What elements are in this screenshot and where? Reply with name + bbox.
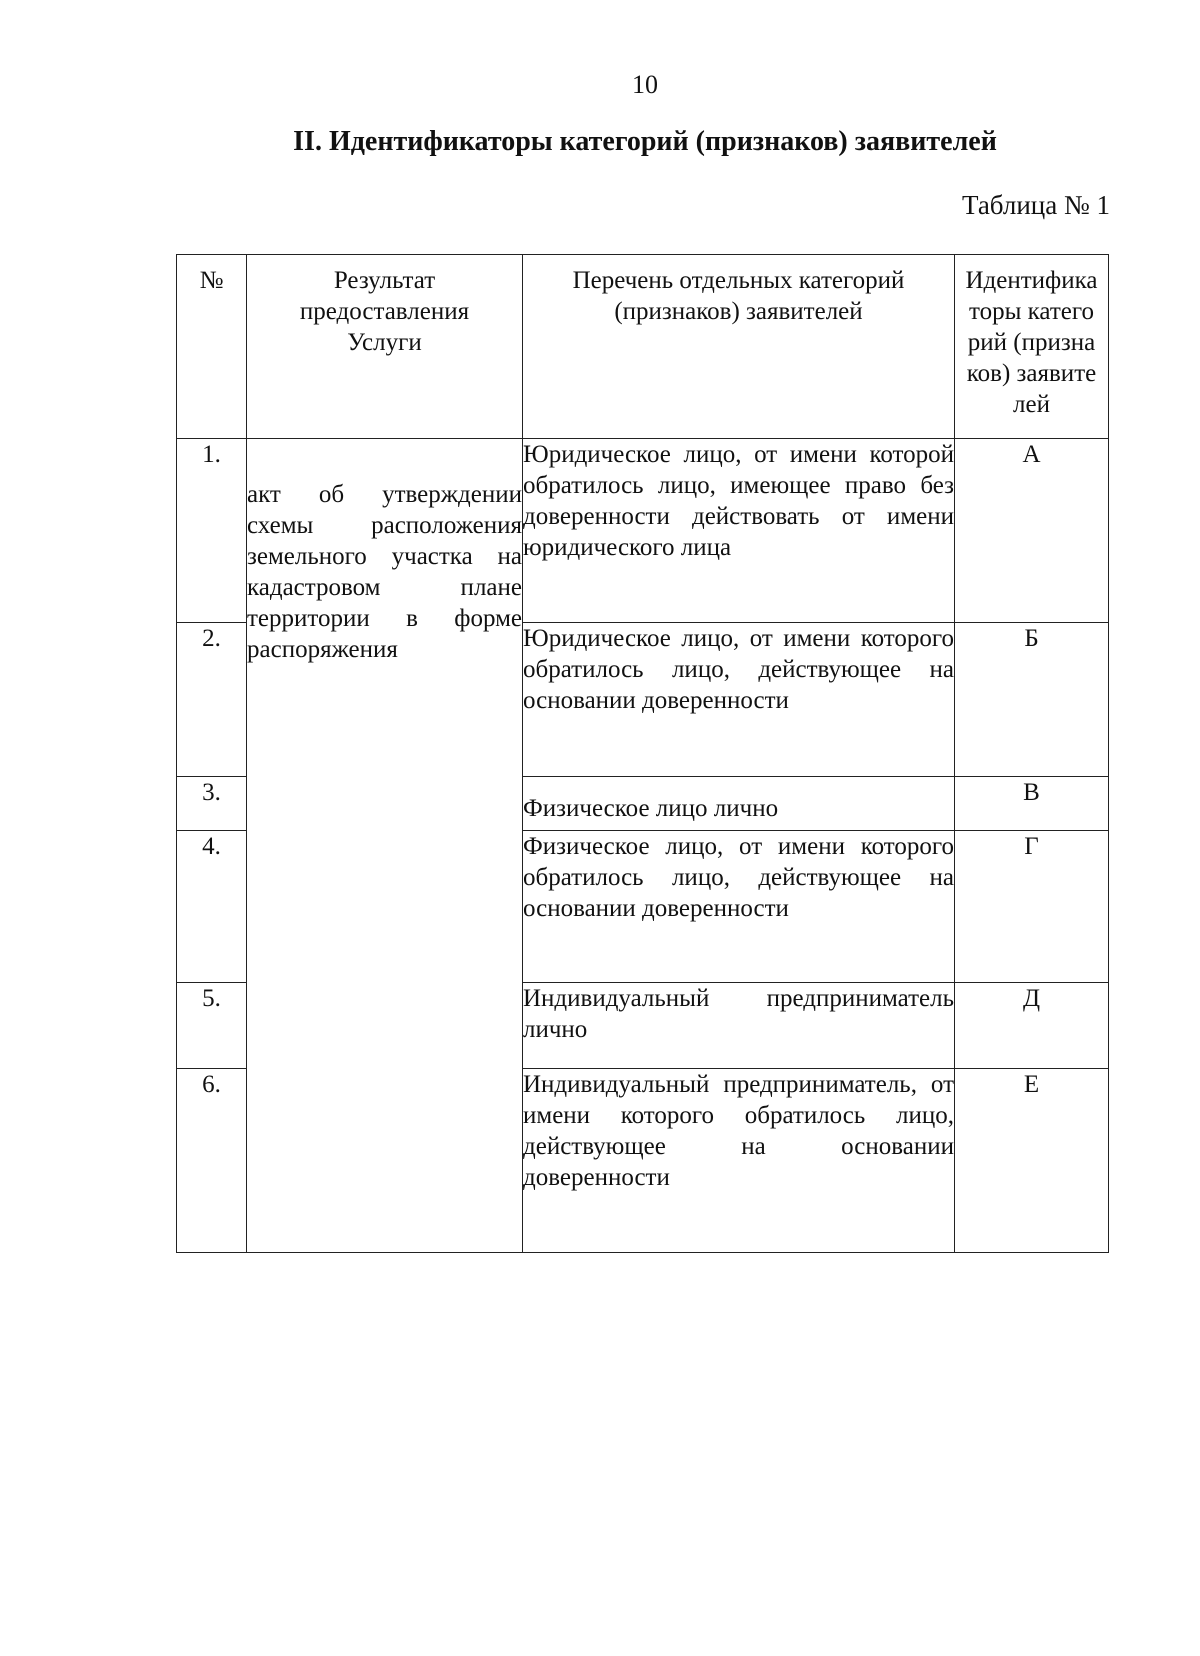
category-cell: Индивидуальный предприниматель лично — [523, 983, 955, 1069]
category-cell: Юридическое лицо, от имени которого обратилось лицо, действующее на основании доверенности — [523, 623, 955, 777]
section-title: II. Идентификаторы категорий (признаков) заявителей — [293, 126, 997, 157]
category-cell: Индивидуальный предприниматель, от имени которого обратилось лицо, действующее на основании доверенности — [523, 1069, 955, 1253]
row-number: 2. — [177, 623, 247, 777]
table-caption: Таблица № 1 — [962, 190, 1110, 220]
category-cell: Юридическое лицо, от имени которой обратилось лицо, имеющее право без доверенности действовать от имени юридического лица — [523, 439, 955, 623]
header-categories: Перечень отдельных категорий (признаков) заявителей — [523, 255, 955, 439]
header-number: № — [177, 255, 247, 439]
service-result-cell: акт об утверждении схемы расположения земельного участка на кадастровом плане территории в форме распоряжения — [247, 439, 523, 1253]
page-number: 10 — [632, 70, 658, 99]
applicant-categories-table — [176, 254, 1109, 1253]
identifier-cell: Г — [955, 831, 1109, 983]
identifier-cell: А — [955, 439, 1109, 623]
identifier-cell: Б — [955, 623, 1109, 777]
row-number: 5. — [177, 983, 247, 1069]
row-number: 1. — [177, 439, 247, 623]
row-number: 4. — [177, 831, 247, 983]
row-number: 3. — [177, 777, 247, 831]
identifier-cell: Д — [955, 983, 1109, 1069]
table-row — [177, 439, 1109, 623]
header-result: Результат предоставления Услуги — [247, 255, 523, 439]
identifier-cell: В — [955, 777, 1109, 831]
category-cell: Физическое лицо, от имени которого обратилось лицо, действующее на основании доверенности — [523, 831, 955, 983]
category-cell: Физическое лицо лично — [523, 777, 955, 831]
row-number: 6. — [177, 1069, 247, 1253]
header-identifiers: Идентификаторы категорий (признаков) заявителей — [955, 255, 1109, 439]
identifier-cell: Е — [955, 1069, 1109, 1253]
table-header-row — [177, 255, 1109, 439]
